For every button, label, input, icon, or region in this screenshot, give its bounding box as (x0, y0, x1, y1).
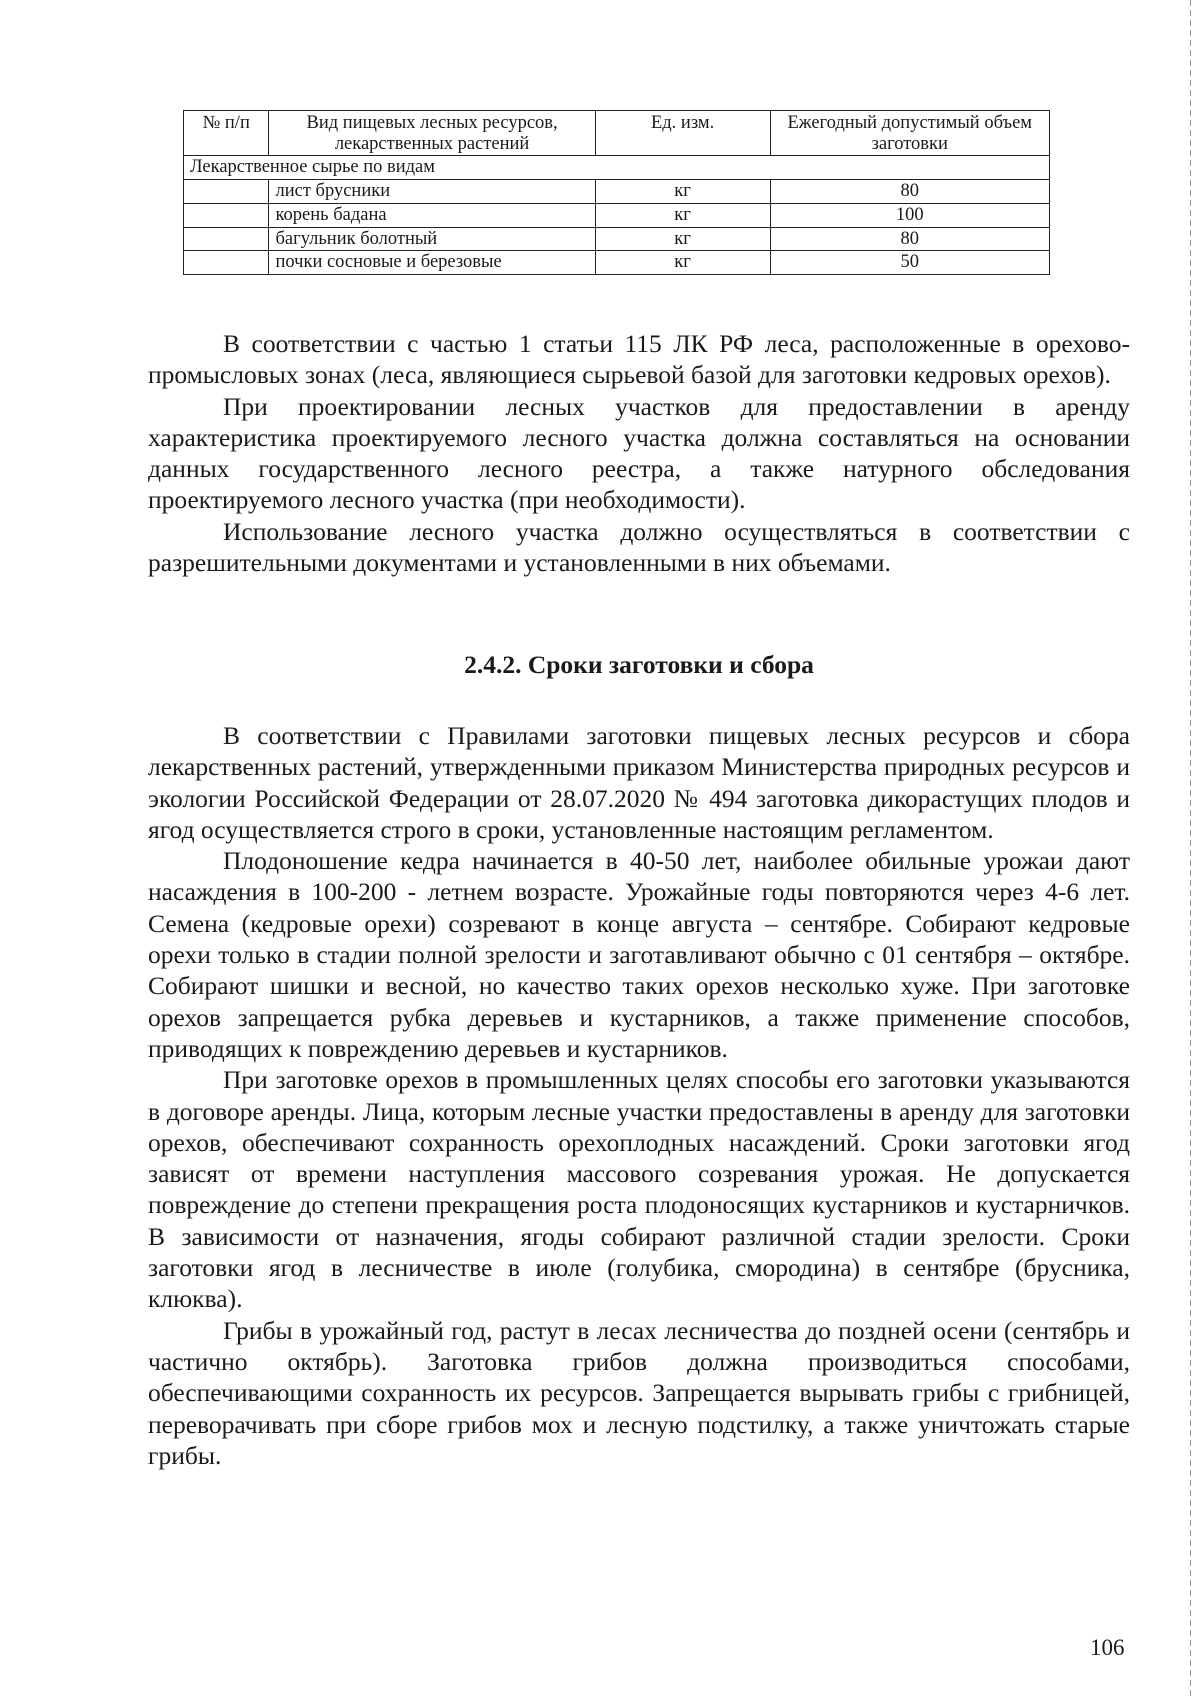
scan-edge-line (1190, 0, 1191, 1698)
header-resource-type: Вид пищевых лесных ресурсов, лекарственных растений (269, 111, 595, 156)
page-number: 106 (1090, 1635, 1125, 1660)
row-unit: кг (595, 251, 770, 275)
table-group-row (184, 156, 1050, 180)
row-unit: кг (595, 227, 770, 251)
row-resource-name: лист брусники (269, 180, 595, 204)
table-header-row (184, 111, 1050, 156)
header-annual-volume: Ежегодный допустимый объем заготовки (770, 111, 1050, 156)
paragraph: В соответствии с Правилами заготовки пищевых лесных ресурсов и сбора лекарственных растений, утвержденными приказом Министерства природных ресурсов и экологии Российской Федерации от 28.07.2020 № 494 заготовка дикорастущих плодов и ягод осуществляется строго в сроки, установленные настоящим регламентом. (148, 721, 1130, 844)
row-resource-name: багульник болотный (269, 227, 595, 251)
row-number (184, 227, 269, 251)
row-volume: 80 (770, 227, 1050, 251)
intro-text-block (148, 328, 1130, 578)
row-unit: кг (595, 180, 770, 204)
paragraph: При проектировании лесных участков для предоставлении в аренду характеристика проектируемого лесного участка должна составляться на основании данных государственного лесного реестра, а также натурного обследования проектируемого лесного участка (при необходимости). (148, 391, 1130, 515)
header-number: № п/п (184, 111, 269, 156)
section-heading: 2.4.2. Сроки заготовки и сбора (464, 650, 814, 679)
table-row (184, 251, 1050, 275)
section-text-block (148, 720, 1130, 1471)
table-row (184, 227, 1050, 251)
row-number (184, 203, 269, 227)
resources-table (183, 110, 1050, 275)
header-unit: Ед. изм. (595, 111, 770, 156)
row-volume: 50 (770, 251, 1050, 275)
row-number (184, 251, 269, 275)
paragraph: В соответствии с частью 1 статьи 115 ЛК РФ леса, расположенные в орехово-промысловых зонах (леса, являющиеся сырьевой базой для заготовки кедровых орехов). (148, 329, 1130, 390)
row-resource-name: корень бадана (269, 203, 595, 227)
paragraph: Плодоношение кедра начинается в 40-50 лет, наиболее обильные урожаи дают насаждения в 100-200 - летнем возрасте. Урожайные годы повторяются через 4-6 лет. Семена (кедровые орехи) созревают в конце августа – сентябре. Собирают кедровые орехи только в стадии полной зрелости и заготавливают обычно с 01 сентября – октябре. Собирают шишки и весной, но качество таких орехов несколько хуже. При заготовке орехов запрещается рубка деревьев и кустарников, а также применение способов, приводящих к повреждению деревьев и кустарников. (148, 846, 1130, 1063)
row-resource-name: почки сосновые и березовые (269, 251, 595, 275)
row-volume: 100 (770, 203, 1050, 227)
row-number (184, 180, 269, 204)
table-row (184, 180, 1050, 204)
table-row (184, 203, 1050, 227)
paragraph: Использование лесного участка должно осуществляться в соответствии с разрешительными документами и установленными в них объемами. (148, 516, 1130, 578)
group-label: Лекарственное сырье по видам (184, 156, 1050, 180)
paragraph: При заготовке орехов в промышленных целях способы его заготовки указываются в договоре аренды. Лица, которым лесные участки предоставлены в аренду для заготовки орехов, обеспечивают сохранность орехоплодных насаждений. Сроки заготовки ягод зависят от времени наступления массового созревания урожая. Не допускается повреждение до степени прекращения роста плодоносящих кустарников и кустарничков. В зависимости от назначения, ягоды собирают различной стадии зрелости. Сроки заготовки ягод в лесничестве в июле (голубика, смородина) в сентябре (брусника, клюква). (148, 1065, 1130, 1314)
row-unit: кг (595, 203, 770, 227)
paragraph: Грибы в урожайный год, растут в лесах лесничества до поздней осени (сентябрь и частично октябрь). Заготовка грибов должна производиться способами, обеспечивающими сохранность их ресурсов. Запрещается вырывать грибы с грибницей, переворачивать при сборе грибов мох и лесную подстилку, а также уничтожать старые грибы. (148, 1315, 1130, 1470)
row-volume: 80 (770, 180, 1050, 204)
